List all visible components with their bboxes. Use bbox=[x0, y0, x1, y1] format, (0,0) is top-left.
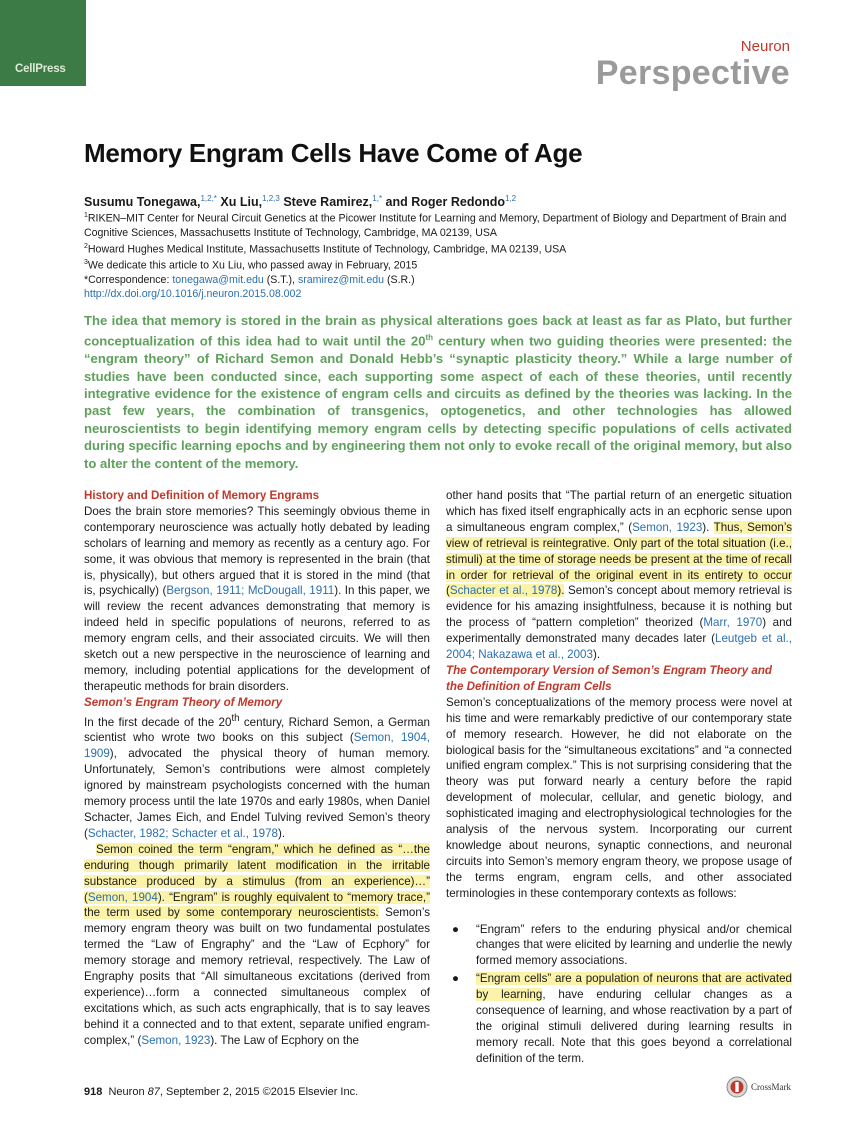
body-text: ), advocated the physical theory of human memory. Unfortunately, Semon’s contributions were almost completely ignored by mainstream psychologists concerned with the human memory process until the late 1970s and early 1980s, when Daniel Schacter, James Eich, and Endel Tulving revived Semon’s theory ( bbox=[84, 747, 430, 840]
list-item bbox=[446, 922, 792, 970]
subsection-heading-contemporary: The Contemporary Version of Semon’s Engram Theory and the Definition of Engram Cells bbox=[446, 663, 772, 693]
citation-link[interactable]: Bergson, 1911; McDougall, 1911 bbox=[166, 584, 335, 598]
body-text: ). The Law of Ecphory on the bbox=[210, 1033, 359, 1047]
author-name: Susumu Tonegawa, bbox=[84, 195, 201, 210]
body-text: century, Richard Semon, a German scientist who wrote two books on this subject ( bbox=[84, 715, 430, 745]
body-text: Semon coined the term “engram,” which he defined as “…the enduring though primarily latent modification in the irritable substance produced by a stimulus (from an experience)…” ( bbox=[84, 842, 430, 904]
affiliations bbox=[84, 209, 796, 301]
citation-link[interactable]: Marr, 1970 bbox=[703, 616, 763, 630]
citation-link[interactable]: Schacter, 1982; Schacter et al., 1978 bbox=[87, 826, 279, 840]
page-number: 918 bbox=[84, 1086, 103, 1098]
correspondence bbox=[84, 273, 796, 287]
author-affil-sup: 1,2 bbox=[505, 194, 517, 203]
citation-link[interactable]: Schacter et al., 1978 bbox=[449, 584, 558, 598]
list-item bbox=[446, 971, 792, 1066]
citation-link[interactable]: Semon, 1904, 1909 bbox=[84, 731, 430, 761]
author-list bbox=[84, 194, 516, 209]
body-text: ). bbox=[557, 584, 565, 598]
cellpress-logo: CellPress bbox=[15, 63, 66, 75]
citation-link[interactable]: Semon, 1904 bbox=[87, 890, 158, 904]
paragraph bbox=[84, 504, 430, 695]
affil-num: 2 bbox=[84, 242, 88, 250]
definition-list bbox=[446, 922, 792, 1067]
citation-link[interactable]: Semon, 1923 bbox=[141, 1033, 211, 1047]
paragraph bbox=[446, 488, 792, 663]
author-name: and Roger Redondo bbox=[382, 195, 505, 210]
body-text: Does the brain store memories? This seemingly obvious theme in contemporary neuroscience was actually hotly debated by leading scholars of learning and memory as recently as a century ago. For some, it was obvious that memory is represented in the brain (that is, physically), but others argued that it is stored in the mind (that is, psychically) ( bbox=[84, 504, 430, 598]
body-sup: th bbox=[231, 712, 240, 724]
abstract-sup: th bbox=[425, 333, 434, 343]
body-text: ). “Engram” is roughly equivalent to “memory trace,” the term used by some contemporary neuroscientists. bbox=[84, 890, 430, 920]
author-affil-sup: 1,2,3 bbox=[262, 194, 280, 203]
citation-link[interactable]: Semon, 1923 bbox=[632, 520, 703, 534]
email-link-tonegawa[interactable]: tonegawa@mit.edu bbox=[172, 273, 264, 286]
bullet-icon: ● bbox=[452, 972, 460, 986]
author-affil-sup: 1,2,* bbox=[200, 194, 217, 203]
affil-num: 1 bbox=[84, 212, 88, 219]
affil-text: RIKEN–MIT Center for Neural Circuit Genetics at the Picower Institute for Learning and Memory, Department of Biology and Department of Brain and Cognitive Sciences, Massachusetts Institute of Technology, Cambridge, MA 02139, USA bbox=[84, 212, 787, 239]
affil-num: 3 bbox=[84, 259, 88, 267]
paragraph bbox=[84, 711, 430, 842]
body-text: ). In this paper, we will review the recent advances demonstrating that memory is indeed held in specific populations of neurons, referred to as memory engram cells, and their associated circuits. We will then sketch out a new perspective in the neuroscience of learning and memory, including potential applications for the development of therapeutic methods for brain disorders. bbox=[84, 584, 430, 693]
page-footer bbox=[84, 1086, 358, 1098]
list-item-text: , have enduring cellular changes as a consequence of learning, and whose reactivation by a part of the original stimuli delivered during learning results in memory recall. Note that this goes beyond a correlational definition of the term. bbox=[476, 988, 792, 1065]
footer-journal: Neuron bbox=[108, 1086, 148, 1098]
body-text: In the first decade of the 20 bbox=[84, 715, 232, 729]
bullet-icon: ● bbox=[452, 922, 460, 936]
affil-text: Howard Hughes Medical Institute, Massachusetts Institute of Technology, Cambridge, MA 02139, USA bbox=[87, 243, 567, 256]
abstract-text: The idea that memory is stored in the brain as physical alterations goes back at least as far as Plato, but further conceptualization of this idea had to wait until the 20 bbox=[84, 313, 792, 349]
abstract bbox=[84, 312, 792, 472]
footer-volume: 87 bbox=[147, 1086, 160, 1098]
body-text: ). bbox=[592, 648, 601, 662]
crossmark-label: CrossMark bbox=[751, 1082, 791, 1092]
corr-text: (S.R.) bbox=[384, 273, 415, 286]
right-column bbox=[446, 488, 792, 1069]
section-heading-history: History and Definition of Memory Engrams bbox=[84, 489, 320, 502]
author-affil-sup: 1,* bbox=[372, 194, 383, 203]
affiliation-2 bbox=[84, 240, 796, 257]
affiliation-1 bbox=[84, 209, 796, 240]
list-item-text: “Engram” refers to the enduring physical and/or chemical changes that were elicited by learning and underlie the newly formed memory associations. bbox=[476, 922, 792, 968]
author-name: Steve Ramirez, bbox=[279, 195, 373, 210]
paragraph bbox=[84, 842, 430, 1049]
journal-name: Neuron bbox=[740, 38, 790, 55]
body-text: ). bbox=[702, 520, 714, 534]
citation-link[interactable]: Leutgeb et al., 2004; Nakazawa et al., 2003 bbox=[446, 632, 792, 662]
body-text: Semon’s concept about memory retrieval is evidence for his amazing insightfulness, because it is nothing but the process of “pattern completion” theorized ( bbox=[446, 584, 792, 630]
body-text: Thus, Semon’s view of retrieval is reintegrative. Only part of the total situation (i.e., stimuli) at the time of storage needs be present at the time of recall in order for retrieval of the original event in its entirety to occur ( bbox=[446, 520, 792, 598]
body-text: Semon’s memory engram theory was built on two fundamental postulates termed the “Law of Engraphy” and the “Law of Ecphory” for memory storage and memory retrieval, respectively. The Law of Engraphy posits that “All simultaneous excitations (derived from experience)…form a connected simultaneous complex of excitations which, as such acts engraphically, that is to say leaves behind it a connected and to that extent, separate unified engram-complex,” ( bbox=[84, 906, 430, 1047]
highlighted-text: “Engram cells” are a population of neurons that are activated by learning bbox=[476, 972, 792, 1002]
subsection-heading-semon: Semon’s Engram Theory of Memory bbox=[84, 695, 283, 709]
footer-text: , September 2, 2015 ©2015 Elsevier Inc. bbox=[159, 1086, 359, 1098]
affil-text: We dedicate this article to Xu Liu, who passed away in February, 2015 bbox=[87, 259, 418, 272]
abstract-text: century when two guiding theories were presented: the “engram theory” of Richard Semon and Donald Hebb’s “synaptic plasticity theory.” While a large number of studies have been conducted since, each supporting some aspect of each of these theories, until recently integrative evidence for the existence of engram cells and circuits as defined by the theories was lacking. In the past few years, the combination of transgenics, optogenetics, and other technologies has allowed neuroscientists to begin identifying memory engram cells by detecting specific populations of cells activated during specific learning epochs and by engineering them not only to evoke recall of the original memory, but also to alter the content of the memory. bbox=[84, 333, 792, 471]
paragraph: Semon’s conceptualizations of the memory process were novel at his time and were remarkably predictive of our contemporary state of memory research. However, he did not elaborate on the biological basis for the “simultaneous excitations” and “a connected unified engram complex.” This is not surprising considering that the theory was put forward nearly a century before the rapid development of molecular, cellular, and genetic biology, and sophisticated imaging and electrophysiological technologies for the analysis of the nervous system. Incorporating our current knowledge about neurons, synaptic connections, and neuronal circuits into Semon’s memory engram theory, we propose usage of the terms engram, engram cells, and other associated terminologies in these contemporary contexts as follows: bbox=[446, 695, 792, 900]
section-label: Perspective bbox=[595, 54, 790, 92]
author-name: Xu Liu, bbox=[216, 195, 263, 210]
email-link-ramirez[interactable]: sramirez@mit.edu bbox=[297, 273, 385, 286]
article-title: Memory Engram Cells Have Come of Age bbox=[84, 138, 583, 168]
body-text: ). bbox=[278, 826, 286, 840]
crossmark-badge[interactable] bbox=[726, 1076, 791, 1098]
left-column bbox=[84, 488, 430, 1049]
doi-link[interactable]: http://dx.doi.org/10.1016/j.neuron.2015.08.002 bbox=[84, 287, 302, 300]
body-text: ) and experimentally demonstrated many decades later ( bbox=[446, 616, 792, 646]
affiliation-3 bbox=[84, 256, 796, 273]
corr-text: (S.T.), bbox=[263, 273, 298, 286]
corr-label: *Correspondence: bbox=[84, 273, 173, 286]
body-text: other hand posits that “The partial return of an energetic situation which has fixed itself engraphically acts in an ecphoric sense upon a simultaneous engram complex,” ( bbox=[446, 489, 792, 534]
crossmark-icon bbox=[726, 1076, 748, 1098]
